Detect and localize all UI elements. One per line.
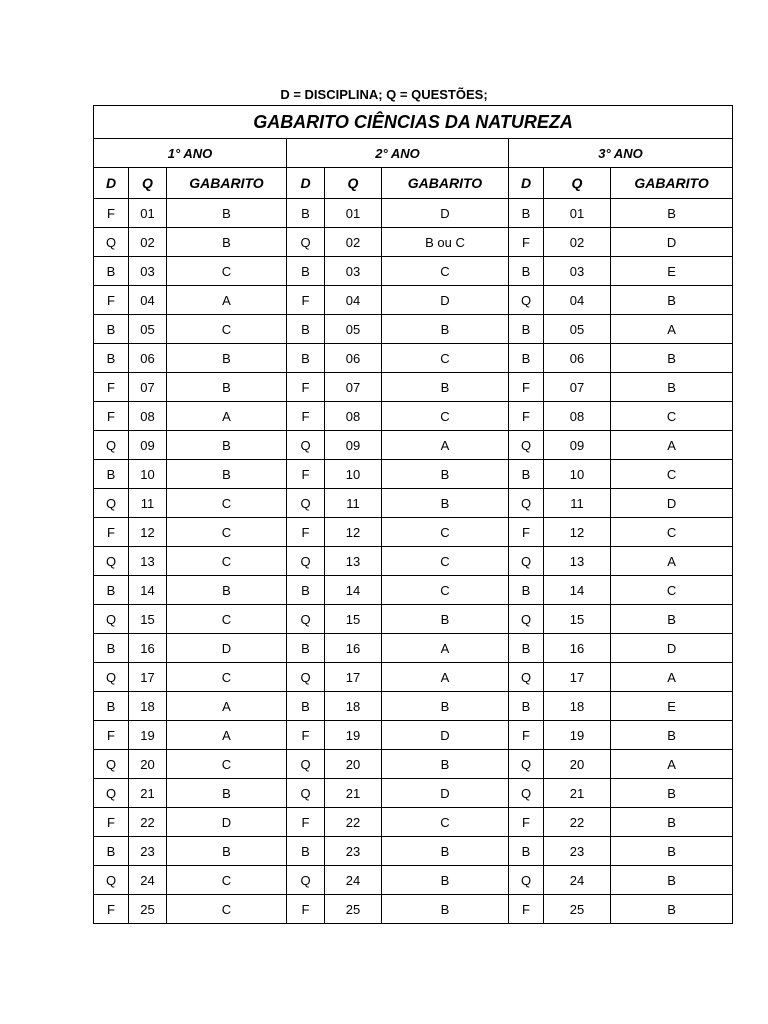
table-row bbox=[94, 518, 733, 547]
discipline-cell: Q bbox=[94, 431, 129, 460]
discipline-cell: Q bbox=[287, 866, 325, 895]
question-cell: 03 bbox=[325, 257, 382, 286]
answer-cell: C bbox=[382, 576, 509, 605]
discipline-cell: B bbox=[287, 257, 325, 286]
answer-cell: C bbox=[167, 547, 287, 576]
discipline-cell: Q bbox=[509, 866, 544, 895]
discipline-cell: Q bbox=[509, 286, 544, 315]
question-cell: 16 bbox=[129, 634, 167, 663]
discipline-cell: F bbox=[509, 808, 544, 837]
discipline-cell: F bbox=[94, 402, 129, 431]
table-row bbox=[94, 692, 733, 721]
discipline-cell: B bbox=[509, 576, 544, 605]
table-row bbox=[94, 750, 733, 779]
table-row bbox=[94, 866, 733, 895]
answer-cell: A bbox=[611, 547, 733, 576]
question-cell: 02 bbox=[544, 228, 611, 257]
table-row bbox=[94, 547, 733, 576]
discipline-cell: Q bbox=[509, 779, 544, 808]
answer-cell: B bbox=[382, 895, 509, 924]
question-cell: 23 bbox=[325, 837, 382, 866]
question-cell: 06 bbox=[544, 344, 611, 373]
question-cell: 23 bbox=[544, 837, 611, 866]
answer-cell: C bbox=[167, 895, 287, 924]
discipline-cell: F bbox=[509, 518, 544, 547]
answer-cell: B bbox=[167, 228, 287, 257]
discipline-cell: Q bbox=[287, 663, 325, 692]
answer-cell: C bbox=[382, 402, 509, 431]
answer-cell: B bbox=[611, 866, 733, 895]
answer-cell: C bbox=[167, 315, 287, 344]
question-cell: 24 bbox=[325, 866, 382, 895]
table-row bbox=[94, 808, 733, 837]
answer-cell: B bbox=[167, 460, 287, 489]
answer-cell: E bbox=[611, 257, 733, 286]
discipline-cell: Q bbox=[287, 228, 325, 257]
discipline-cell: B bbox=[94, 692, 129, 721]
discipline-cell: Q bbox=[94, 866, 129, 895]
discipline-cell: Q bbox=[287, 605, 325, 634]
question-cell: 23 bbox=[129, 837, 167, 866]
question-cell: 18 bbox=[325, 692, 382, 721]
question-cell: 05 bbox=[129, 315, 167, 344]
answer-cell: B bbox=[167, 837, 287, 866]
table-row bbox=[94, 634, 733, 663]
discipline-cell: F bbox=[94, 286, 129, 315]
discipline-cell: B bbox=[287, 634, 325, 663]
answer-cell: B bbox=[382, 605, 509, 634]
answer-cell: C bbox=[167, 866, 287, 895]
discipline-cell: B bbox=[287, 837, 325, 866]
answer-cell: B bbox=[611, 779, 733, 808]
answer-cell: B bbox=[382, 866, 509, 895]
answer-cell: B bbox=[611, 286, 733, 315]
question-cell: 01 bbox=[544, 199, 611, 228]
answer-cell: B bbox=[611, 199, 733, 228]
discipline-cell: Q bbox=[509, 750, 544, 779]
table-row bbox=[94, 373, 733, 402]
discipline-cell: B bbox=[94, 460, 129, 489]
discipline-cell: Q bbox=[94, 663, 129, 692]
discipline-cell: B bbox=[94, 257, 129, 286]
question-cell: 25 bbox=[544, 895, 611, 924]
table-title: GABARITO CIÊNCIAS DA NATUREZA bbox=[94, 106, 733, 139]
answer-cell: C bbox=[167, 750, 287, 779]
col-header-d: D bbox=[287, 168, 325, 199]
discipline-cell: Q bbox=[509, 431, 544, 460]
answer-cell: E bbox=[611, 692, 733, 721]
col-header-q: Q bbox=[544, 168, 611, 199]
discipline-cell: F bbox=[287, 895, 325, 924]
discipline-cell: B bbox=[287, 576, 325, 605]
answer-cell: A bbox=[611, 431, 733, 460]
discipline-cell: B bbox=[509, 199, 544, 228]
answer-cell: B bbox=[382, 315, 509, 344]
answer-cell: D bbox=[611, 228, 733, 257]
answer-cell: B bbox=[382, 489, 509, 518]
discipline-cell: Q bbox=[287, 547, 325, 576]
discipline-cell: Q bbox=[509, 663, 544, 692]
discipline-cell: B bbox=[94, 837, 129, 866]
answer-cell: B bbox=[611, 895, 733, 924]
question-cell: 24 bbox=[544, 866, 611, 895]
discipline-cell: B bbox=[509, 692, 544, 721]
answer-cell: A bbox=[611, 663, 733, 692]
discipline-cell: F bbox=[287, 721, 325, 750]
question-cell: 22 bbox=[544, 808, 611, 837]
table-row bbox=[94, 402, 733, 431]
col-header-gabarito: GABARITO bbox=[382, 168, 509, 199]
year-1-header: 1° ANO bbox=[94, 139, 287, 168]
answer-cell: B bbox=[167, 431, 287, 460]
question-cell: 04 bbox=[544, 286, 611, 315]
answer-cell: A bbox=[382, 431, 509, 460]
table-row bbox=[94, 315, 733, 344]
question-cell: 02 bbox=[325, 228, 382, 257]
table-row bbox=[94, 576, 733, 605]
col-header-q: Q bbox=[325, 168, 382, 199]
answer-cell: C bbox=[382, 344, 509, 373]
col-header-gabarito: GABARITO bbox=[611, 168, 733, 199]
question-cell: 21 bbox=[325, 779, 382, 808]
question-cell: 17 bbox=[325, 663, 382, 692]
question-cell: 24 bbox=[129, 866, 167, 895]
answer-cell: C bbox=[611, 518, 733, 547]
question-cell: 21 bbox=[129, 779, 167, 808]
question-cell: 25 bbox=[325, 895, 382, 924]
table-row bbox=[94, 257, 733, 286]
question-cell: 10 bbox=[129, 460, 167, 489]
question-cell: 03 bbox=[129, 257, 167, 286]
discipline-cell: F bbox=[94, 808, 129, 837]
question-cell: 16 bbox=[544, 634, 611, 663]
answer-cell: C bbox=[382, 518, 509, 547]
table-row bbox=[94, 663, 733, 692]
answer-cell: D bbox=[611, 634, 733, 663]
question-cell: 09 bbox=[325, 431, 382, 460]
question-cell: 17 bbox=[544, 663, 611, 692]
table-row bbox=[94, 895, 733, 924]
discipline-cell: F bbox=[287, 373, 325, 402]
answer-key-table bbox=[93, 105, 733, 924]
discipline-cell: B bbox=[94, 344, 129, 373]
answer-cell: A bbox=[167, 721, 287, 750]
question-cell: 18 bbox=[129, 692, 167, 721]
answer-cell: B bbox=[611, 605, 733, 634]
question-cell: 20 bbox=[129, 750, 167, 779]
question-cell: 02 bbox=[129, 228, 167, 257]
year-3-header: 3° ANO bbox=[509, 139, 733, 168]
answer-cell: B ou C bbox=[382, 228, 509, 257]
discipline-cell: B bbox=[94, 315, 129, 344]
question-cell: 11 bbox=[325, 489, 382, 518]
question-cell: 16 bbox=[325, 634, 382, 663]
table-row bbox=[94, 605, 733, 634]
table-row bbox=[94, 721, 733, 750]
answer-cell: D bbox=[167, 808, 287, 837]
discipline-cell: F bbox=[509, 721, 544, 750]
discipline-cell: F bbox=[287, 808, 325, 837]
answer-cell: C bbox=[611, 402, 733, 431]
discipline-cell: B bbox=[94, 634, 129, 663]
answer-cell: D bbox=[167, 634, 287, 663]
question-cell: 19 bbox=[544, 721, 611, 750]
discipline-cell: Q bbox=[94, 547, 129, 576]
answer-cell: B bbox=[611, 344, 733, 373]
answer-cell: C bbox=[167, 518, 287, 547]
question-cell: 06 bbox=[129, 344, 167, 373]
question-cell: 22 bbox=[129, 808, 167, 837]
discipline-cell: Q bbox=[94, 605, 129, 634]
question-cell: 14 bbox=[325, 576, 382, 605]
col-header-d: D bbox=[509, 168, 544, 199]
discipline-cell: B bbox=[287, 199, 325, 228]
table-row bbox=[94, 228, 733, 257]
question-cell: 09 bbox=[544, 431, 611, 460]
answer-cell: C bbox=[167, 257, 287, 286]
answer-cell: A bbox=[611, 315, 733, 344]
question-cell: 18 bbox=[544, 692, 611, 721]
discipline-cell: F bbox=[509, 402, 544, 431]
question-cell: 17 bbox=[129, 663, 167, 692]
question-cell: 19 bbox=[325, 721, 382, 750]
question-cell: 07 bbox=[129, 373, 167, 402]
discipline-cell: B bbox=[509, 634, 544, 663]
answer-cell: B bbox=[611, 837, 733, 866]
answer-cell: B bbox=[611, 721, 733, 750]
table-row bbox=[94, 431, 733, 460]
discipline-cell: F bbox=[509, 373, 544, 402]
answer-cell: B bbox=[167, 576, 287, 605]
question-cell: 05 bbox=[325, 315, 382, 344]
discipline-cell: F bbox=[509, 228, 544, 257]
question-cell: 07 bbox=[325, 373, 382, 402]
discipline-cell: Q bbox=[287, 431, 325, 460]
discipline-cell: Q bbox=[94, 779, 129, 808]
discipline-cell: B bbox=[287, 692, 325, 721]
discipline-cell: Q bbox=[287, 750, 325, 779]
answer-cell: A bbox=[167, 286, 287, 315]
discipline-cell: B bbox=[287, 315, 325, 344]
answer-cell: B bbox=[167, 199, 287, 228]
answer-cell: D bbox=[382, 779, 509, 808]
answer-cell: B bbox=[382, 373, 509, 402]
col-header-d: D bbox=[94, 168, 129, 199]
discipline-cell: Q bbox=[287, 779, 325, 808]
answer-cell: D bbox=[382, 199, 509, 228]
question-cell: 13 bbox=[129, 547, 167, 576]
legend-line bbox=[0, 87, 768, 102]
discipline-cell: Q bbox=[94, 489, 129, 518]
answer-cell: B bbox=[382, 750, 509, 779]
discipline-cell: F bbox=[509, 895, 544, 924]
question-cell: 01 bbox=[325, 199, 382, 228]
table-row bbox=[94, 837, 733, 866]
answer-cell: C bbox=[611, 576, 733, 605]
table-row bbox=[94, 344, 733, 373]
question-cell: 12 bbox=[129, 518, 167, 547]
answer-cell: B bbox=[611, 808, 733, 837]
discipline-cell: F bbox=[94, 721, 129, 750]
discipline-cell: F bbox=[94, 518, 129, 547]
question-cell: 04 bbox=[325, 286, 382, 315]
discipline-cell: Q bbox=[509, 547, 544, 576]
answer-cell: B bbox=[382, 460, 509, 489]
question-cell: 12 bbox=[325, 518, 382, 547]
answer-cell: B bbox=[382, 692, 509, 721]
answer-cell: B bbox=[167, 373, 287, 402]
discipline-cell: F bbox=[287, 402, 325, 431]
question-cell: 12 bbox=[544, 518, 611, 547]
question-cell: 22 bbox=[325, 808, 382, 837]
answer-cell: D bbox=[611, 489, 733, 518]
discipline-cell: F bbox=[94, 199, 129, 228]
question-cell: 10 bbox=[544, 460, 611, 489]
discipline-cell: B bbox=[94, 576, 129, 605]
question-cell: 21 bbox=[544, 779, 611, 808]
discipline-cell: Q bbox=[509, 489, 544, 518]
question-cell: 15 bbox=[544, 605, 611, 634]
discipline-cell: Q bbox=[287, 489, 325, 518]
question-cell: 04 bbox=[129, 286, 167, 315]
table-row bbox=[94, 489, 733, 518]
answer-cell: C bbox=[167, 489, 287, 518]
discipline-cell: F bbox=[94, 895, 129, 924]
question-cell: 05 bbox=[544, 315, 611, 344]
question-cell: 19 bbox=[129, 721, 167, 750]
table-row bbox=[94, 199, 733, 228]
question-cell: 15 bbox=[129, 605, 167, 634]
answer-cell: B bbox=[611, 373, 733, 402]
answer-cell: A bbox=[167, 402, 287, 431]
answer-cell: A bbox=[611, 750, 733, 779]
answer-cell: C bbox=[167, 663, 287, 692]
discipline-cell: F bbox=[287, 286, 325, 315]
year-2-header: 2° ANO bbox=[287, 139, 509, 168]
discipline-cell: B bbox=[509, 315, 544, 344]
col-header-q: Q bbox=[129, 168, 167, 199]
discipline-cell: Q bbox=[94, 750, 129, 779]
question-cell: 20 bbox=[325, 750, 382, 779]
question-cell: 11 bbox=[129, 489, 167, 518]
question-cell: 20 bbox=[544, 750, 611, 779]
discipline-cell: B bbox=[509, 257, 544, 286]
discipline-cell: B bbox=[287, 344, 325, 373]
discipline-cell: Q bbox=[509, 605, 544, 634]
question-cell: 08 bbox=[544, 402, 611, 431]
question-cell: 09 bbox=[129, 431, 167, 460]
answer-cell: C bbox=[167, 605, 287, 634]
question-cell: 15 bbox=[325, 605, 382, 634]
answer-cell: D bbox=[382, 286, 509, 315]
discipline-cell: Q bbox=[94, 228, 129, 257]
table-row bbox=[94, 286, 733, 315]
discipline-cell: B bbox=[509, 344, 544, 373]
question-cell: 01 bbox=[129, 199, 167, 228]
discipline-cell: F bbox=[287, 460, 325, 489]
question-cell: 06 bbox=[325, 344, 382, 373]
answer-cell: D bbox=[382, 721, 509, 750]
question-cell: 11 bbox=[544, 489, 611, 518]
discipline-cell: F bbox=[287, 518, 325, 547]
question-cell: 14 bbox=[129, 576, 167, 605]
question-cell: 13 bbox=[325, 547, 382, 576]
legend-text: D = DISCIPLINA; Q = QUESTÕES; bbox=[280, 87, 488, 102]
question-cell: 10 bbox=[325, 460, 382, 489]
answer-cell: C bbox=[382, 257, 509, 286]
answer-cell: A bbox=[382, 634, 509, 663]
discipline-cell: F bbox=[94, 373, 129, 402]
answer-cell: B bbox=[167, 779, 287, 808]
question-cell: 25 bbox=[129, 895, 167, 924]
table-row bbox=[94, 460, 733, 489]
answer-cell: C bbox=[382, 808, 509, 837]
question-cell: 07 bbox=[544, 373, 611, 402]
col-header-gabarito: GABARITO bbox=[167, 168, 287, 199]
question-cell: 08 bbox=[129, 402, 167, 431]
question-cell: 14 bbox=[544, 576, 611, 605]
table-row bbox=[94, 779, 733, 808]
question-cell: 13 bbox=[544, 547, 611, 576]
question-cell: 08 bbox=[325, 402, 382, 431]
question-cell: 03 bbox=[544, 257, 611, 286]
answer-cell: A bbox=[382, 663, 509, 692]
discipline-cell: B bbox=[509, 460, 544, 489]
answer-cell: A bbox=[167, 692, 287, 721]
answer-cell: C bbox=[611, 460, 733, 489]
answer-cell: B bbox=[167, 344, 287, 373]
answer-cell: B bbox=[382, 837, 509, 866]
discipline-cell: B bbox=[509, 837, 544, 866]
answer-cell: C bbox=[382, 547, 509, 576]
